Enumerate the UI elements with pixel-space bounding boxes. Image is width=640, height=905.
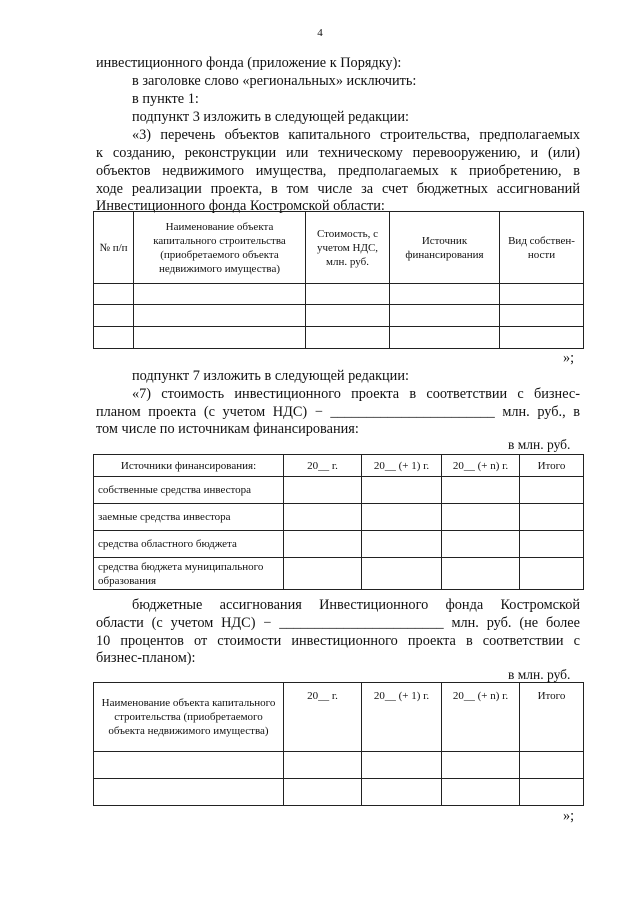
- table-header-row: [94, 212, 584, 284]
- table-header-cell: 20__ (+ 1) г.: [362, 683, 442, 752]
- section-heading: подпункт 7 изложить в следующей редакции:: [132, 368, 409, 384]
- table-row: [94, 305, 584, 327]
- table-header-cell: Итого: [520, 683, 584, 752]
- table-header-cell: Наименование объекта капитального строительства (приобретаемого объекта недвижимого имущества): [134, 212, 306, 284]
- table-cell: [520, 752, 584, 779]
- table-cell: [94, 284, 134, 305]
- intro-line: подпункт 3 изложить в следующей редакции:: [132, 109, 409, 125]
- table-header-cell: 20__ г.: [284, 683, 362, 752]
- paragraph-line: области (с учетом НДС) − _______________________ млн. руб. (не более: [96, 615, 580, 631]
- table-cell: [500, 327, 584, 349]
- table-header-cell: Источник финансирования: [390, 212, 500, 284]
- table-cell: [284, 477, 362, 504]
- paragraph-line: ходе реализации проекта, в том числе за счет бюджетных ассигнований: [96, 181, 580, 197]
- table-header-cell: 20__ г.: [284, 455, 362, 477]
- table-row: [94, 284, 584, 305]
- table-cell: [520, 531, 584, 558]
- table-header-cell: 20__ (+ n) г.: [442, 683, 520, 752]
- table-cell: [362, 504, 442, 531]
- intro-line: в заголовке слово «региональных» исключить:: [132, 73, 417, 89]
- paragraph-line: бюджетные ассигнования Инвестиционного фонда Костромской: [132, 597, 580, 613]
- table-row: [94, 531, 584, 558]
- table-cell: [442, 558, 520, 590]
- paragraph-line: 10 процентов от стоимости инвестиционного проекта в соответствии с: [96, 633, 580, 649]
- table-row: [94, 477, 584, 504]
- table-header-row: [94, 455, 584, 477]
- table-cell: [520, 558, 584, 590]
- table-cell: [520, 779, 584, 806]
- table-header-cell: Итого: [520, 455, 584, 477]
- table-row: [94, 779, 584, 806]
- table-row: [94, 504, 584, 531]
- intro-line: в пункте 1:: [132, 91, 199, 107]
- paragraph-line: «3) перечень объектов капитального строительства, предполагаемых: [132, 127, 580, 143]
- paragraph-line: том числе по источникам финансирования:: [96, 421, 359, 437]
- table-cell: [500, 305, 584, 327]
- table-row: [94, 558, 584, 590]
- budget-objects-table: [93, 682, 584, 806]
- page-number: 4: [317, 27, 323, 39]
- table-cell: [94, 752, 284, 779]
- table-row: [94, 752, 584, 779]
- table-cell: [362, 752, 442, 779]
- table-cell: [306, 305, 390, 327]
- table-cell: [284, 779, 362, 806]
- table-cell: [520, 504, 584, 531]
- table-cell: [442, 531, 520, 558]
- intro-line: инвестиционного фонда (приложение к Порядку):: [96, 55, 402, 71]
- table-cell: [362, 558, 442, 590]
- table-header-cell: № п/п: [94, 212, 134, 284]
- closing-quote: »;: [563, 808, 575, 824]
- table-cell: [134, 305, 306, 327]
- table-cell: [390, 327, 500, 349]
- table-cell: [390, 284, 500, 305]
- table-cell: [306, 284, 390, 305]
- table-cell: [442, 779, 520, 806]
- unit-label: в млн. руб.: [508, 667, 571, 682]
- table-cell: [94, 327, 134, 349]
- table-cell: [306, 327, 390, 349]
- table-cell: средства областного бюджета: [94, 531, 284, 558]
- table-cell: [362, 779, 442, 806]
- paragraph-line: «7) стоимость инвестиционного проекта в соответствии с бизнес-: [132, 386, 580, 402]
- table-header-cell: Источники финансирования:: [94, 455, 284, 477]
- closing-quote: »;: [563, 350, 575, 366]
- table-cell: средства бюджета муниципального образования: [94, 558, 284, 590]
- financing-table: [93, 454, 584, 590]
- table-header-cell: 20__ (+ 1) г.: [362, 455, 442, 477]
- table-cell: [94, 305, 134, 327]
- paragraph-line: бизнес-планом):: [96, 650, 196, 666]
- table-cell: собственные средства инвестора: [94, 477, 284, 504]
- table-cell: [284, 531, 362, 558]
- table-cell: [442, 752, 520, 779]
- table-header-cell: 20__ (+ n) г.: [442, 455, 520, 477]
- table-cell: [442, 504, 520, 531]
- table-header-cell: Вид собствен-ности: [500, 212, 584, 284]
- table-header-cell: Наименование объекта капитального строительства (приобретаемого объекта недвижимого имущества): [94, 683, 284, 752]
- table-cell: [390, 305, 500, 327]
- table-cell: заемные средства инвестора: [94, 504, 284, 531]
- table-cell: [520, 477, 584, 504]
- table-cell: [362, 531, 442, 558]
- paragraph-line: к созданию, реконструкции или техническому перевооружению, и (или): [96, 145, 580, 161]
- table-cell: [94, 779, 284, 806]
- table-cell: [284, 504, 362, 531]
- paragraph-line: объектов недвижимого имущества, предполагаемых к приобретению, в: [96, 163, 580, 179]
- table-cell: [442, 477, 520, 504]
- paragraph-line: Инвестиционного фонда Костромской области:: [96, 198, 385, 214]
- table-cell: [500, 284, 584, 305]
- table-cell: [284, 752, 362, 779]
- table-row: [94, 327, 584, 349]
- table-cell: [362, 477, 442, 504]
- paragraph-line: планом проекта (с учетом НДС) − _______________________ млн. руб., в: [96, 404, 580, 420]
- objects-table: [93, 211, 584, 349]
- unit-label: в млн. руб.: [508, 437, 571, 452]
- table-cell: [134, 284, 306, 305]
- table-cell: [284, 558, 362, 590]
- table-header-row: [94, 683, 584, 752]
- table-cell: [134, 327, 306, 349]
- table-header-cell: Стоимость, с учетом НДС, млн. руб.: [306, 212, 390, 284]
